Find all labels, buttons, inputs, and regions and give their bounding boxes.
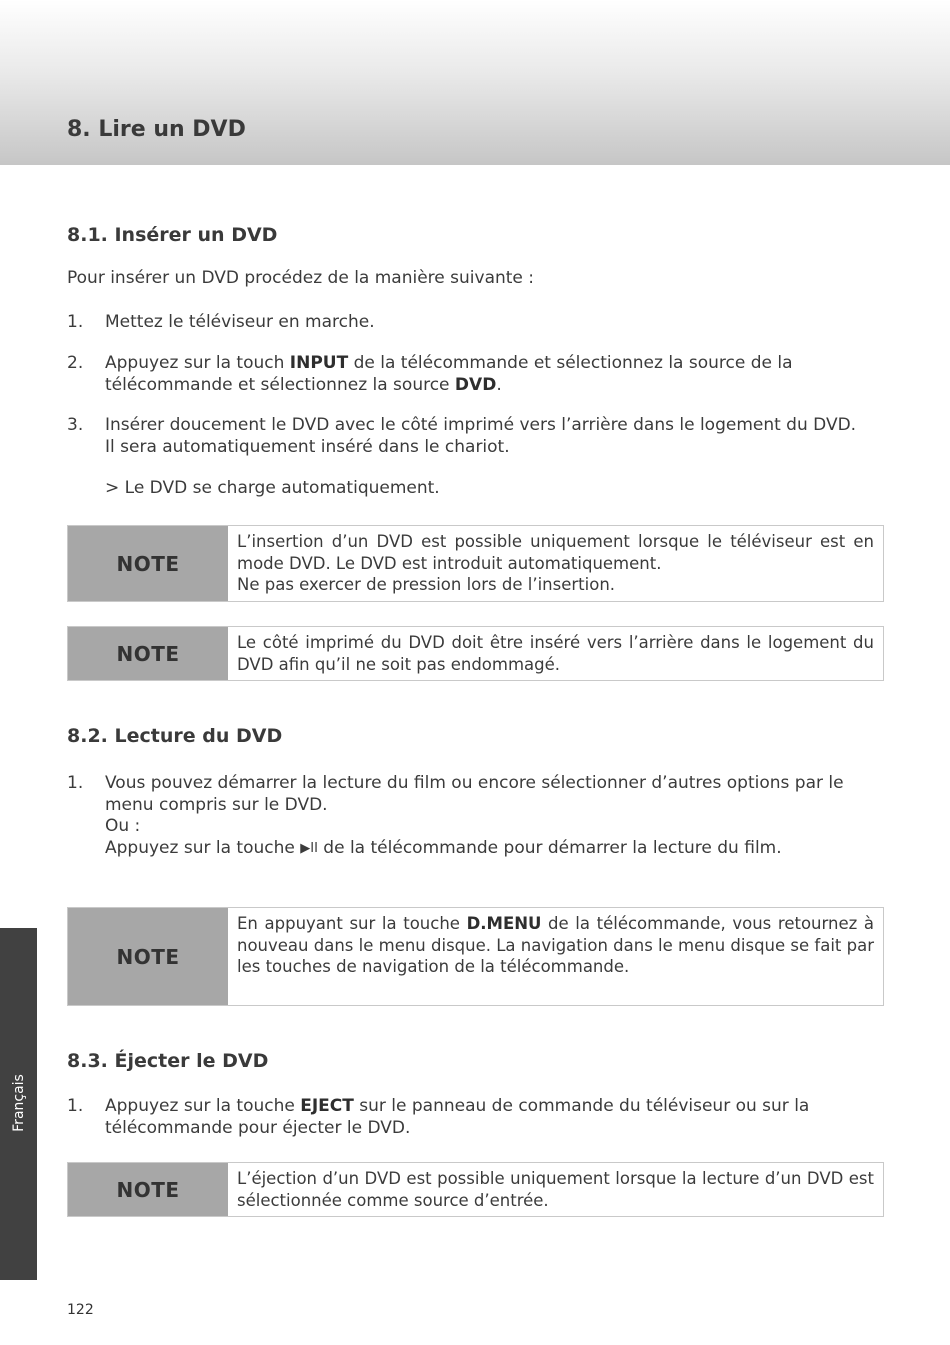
dvd-source-label: DVD — [454, 374, 497, 395]
note-label: NOTE — [68, 526, 228, 601]
dmenu-key-label: D.MENU — [466, 914, 542, 933]
section-title-playback: 8.2. Lecture du DVD — [67, 725, 283, 747]
list-item — [67, 312, 857, 334]
list-number: 1. — [67, 773, 84, 793]
note-box — [67, 525, 884, 602]
chapter-header-bar — [0, 0, 950, 165]
list-item — [67, 353, 857, 396]
section-intro: Pour insérer un DVD procédez de la manière suivante : — [67, 268, 535, 288]
result-line: > Le DVD se charge automatiquement. — [105, 478, 440, 498]
list-item — [67, 1096, 857, 1139]
note-text: En appuyant sur la touche D.MENU de la télécommande, vous retournez à nouveau dans le menu disque. La navigation dans le menu disque se fait par les touches de navigation de la télécommande. — [237, 914, 874, 976]
note-text: Le côté imprimé du DVD doit être inséré vers l’arrière dans le logement du DVD afin qu’il ne soit pas endommagé. — [237, 633, 874, 674]
note-box — [67, 907, 884, 1006]
list-text: Insérer doucement le DVD avec le côté imprimé vers l’arrière dans le logement du DVD. Il sera automatiquement inséré dans le chariot. — [105, 415, 857, 457]
eject-key-label: EJECT — [300, 1096, 354, 1116]
play-pause-icon: ▶II — [300, 840, 318, 856]
note-label: NOTE — [68, 1163, 228, 1216]
list-text: Mettez le téléviseur en marche. — [105, 312, 375, 332]
list-number: 1. — [67, 312, 84, 332]
language-label: Français — [11, 1074, 27, 1132]
list-item — [67, 415, 857, 458]
note-label: NOTE — [68, 627, 228, 680]
note-text: L’éjection d’un DVD est possible uniquement lorsque la lecture d’un DVD est sélectionnée comme source d’entrée. — [237, 1169, 874, 1210]
note-box — [67, 1162, 884, 1217]
note-text: L’insertion d’un DVD est possible uniquement lorsque le téléviseur est en mode DVD. Le DVD est introduit automatiquement. Ne pas exercer de pression lors de l’insertion. — [237, 532, 874, 594]
list-text: Appuyez sur la touch INPUT de la télécommande et sélectionnez la source de la télécommande et sélectionnez la source DVD. — [105, 353, 793, 395]
list-number: 3. — [67, 415, 84, 435]
page-number: 122 — [67, 1302, 94, 1318]
list-text: Vous pouvez démarrer la lecture du film ou encore sélectionner d’autres options par le menu compris sur le DVD. Ou : Appuyez sur la touche ▶II de la télécommande pour démarrer la lecture du film. — [105, 773, 844, 858]
list-number: 1. — [67, 1096, 84, 1116]
chapter-title: 8. Lire un DVD — [67, 117, 246, 142]
section-title-insert: 8.1. Insérer un DVD — [67, 224, 278, 246]
note-label: NOTE — [68, 908, 228, 1005]
note-box — [67, 626, 884, 681]
list-number: 2. — [67, 353, 84, 373]
input-key-label: INPUT — [289, 353, 349, 373]
section-title-eject: 8.3. Éjecter le DVD — [67, 1050, 269, 1072]
list-text: Appuyez sur la touche EJECT sur le panneau de commande du téléviseur ou sur la télécommande pour éjecter le DVD. — [105, 1096, 810, 1138]
list-item — [67, 773, 857, 859]
